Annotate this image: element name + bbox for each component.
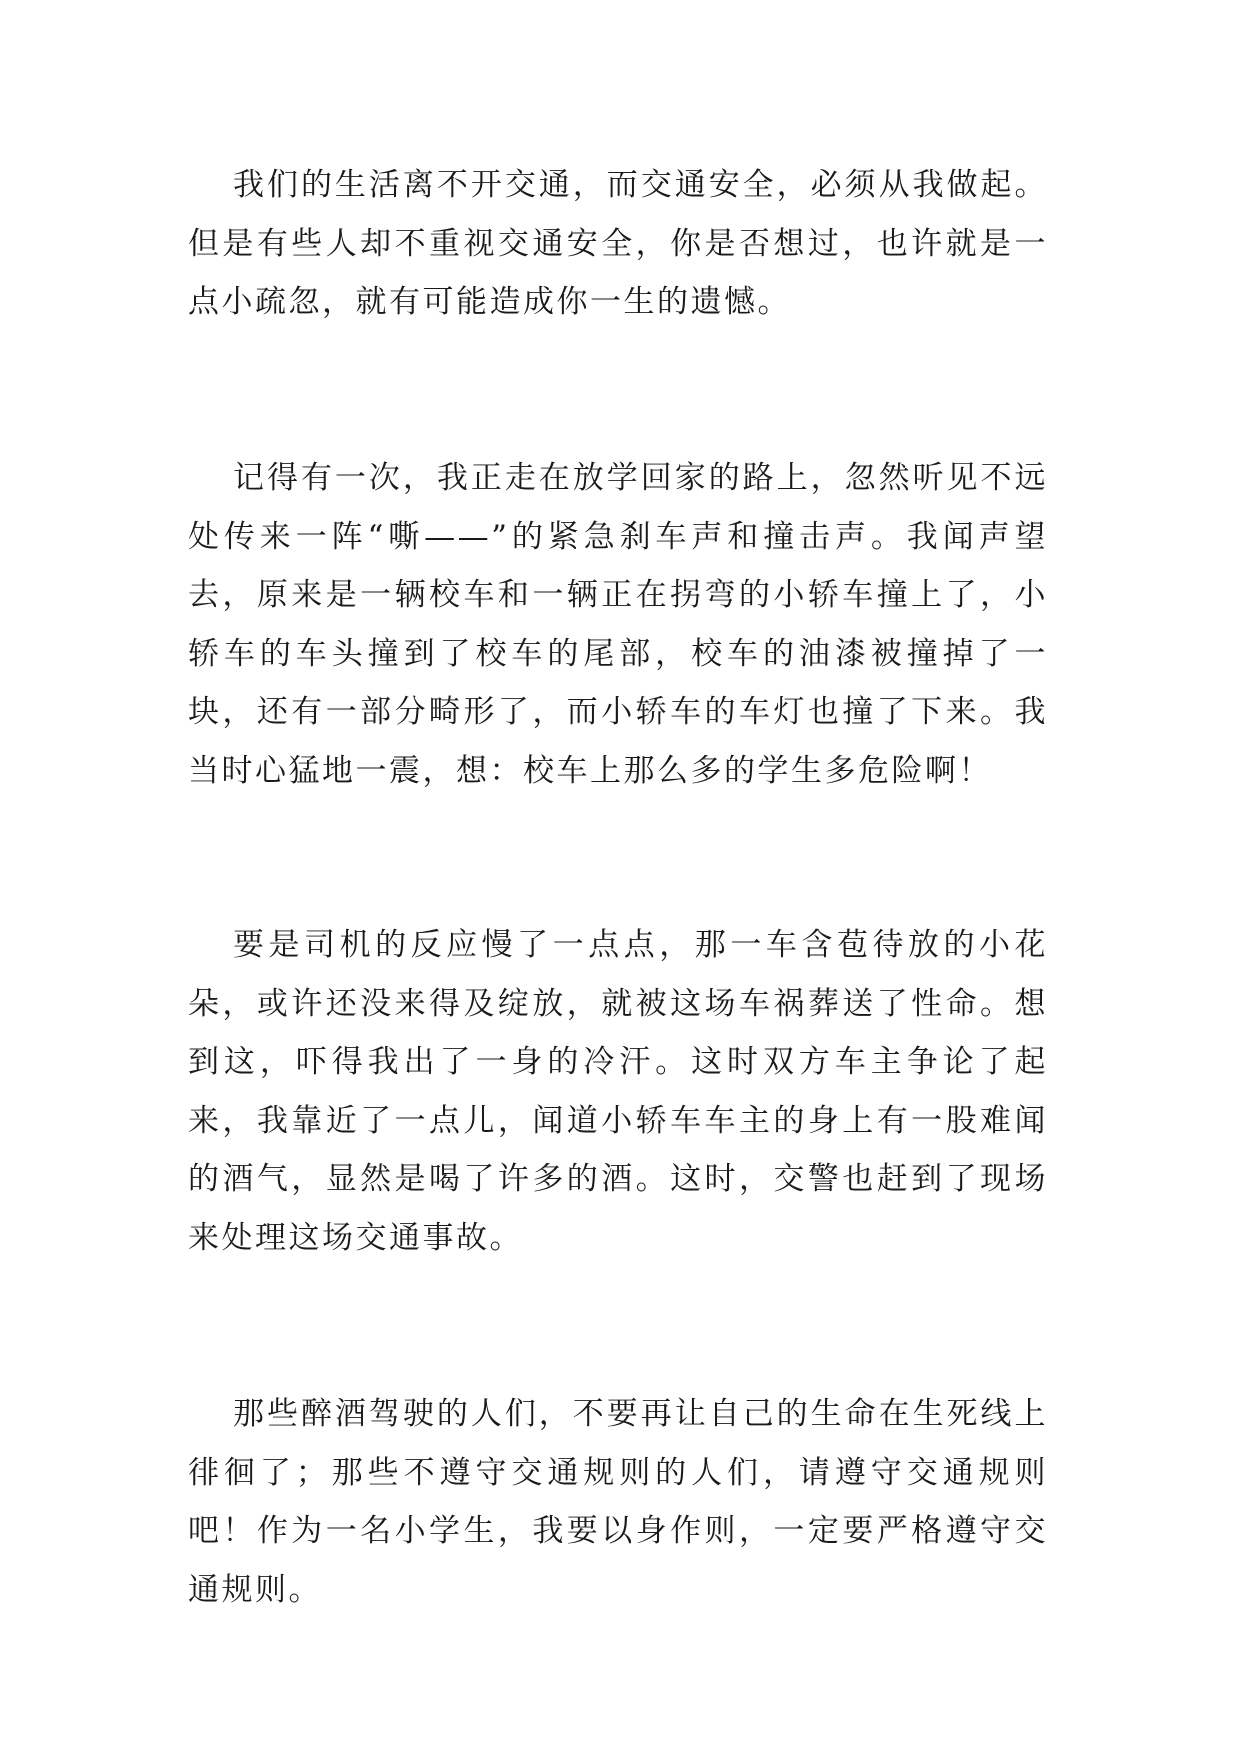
paragraph-intro: 我们的生活离不开交通，而交通安全，必须从我做起。但是有些人却不重视交通安全，你是否想过，也许就是一点小疏忽，就有可能造成你一生的遗憾。 xyxy=(188,167,1048,320)
paragraph-conclusion: 那些醉酒驾驶的人们，不要再让自己的生命在生死线上徘徊了；那些不遵守交通规则的人们，请遵守交通规则吧！作为一名小学生，我要以身作则，一定要严格遵守交通规则。 xyxy=(188,1396,1048,1608)
paragraph-reflection: 要是司机的反应慢了一点点，那一车含苞待放的小花朵，或许还没来得及绽放，就被这场车祸葬送了性命。想到这，吓得我出了一身的冷汗。这时双方车主争论了起来，我靠近了一点儿，闻道小轿车车主的身上有一股难闻的酒气，显然是喝了许多的酒。这时，交警也赶到了现场来处理这场交通事故。 xyxy=(188,927,1048,1256)
paragraph-accident: 记得有一次，我正走在放学回家的路上，忽然听见不远处传来一阵“嘶——”的紧急刹车声和撞击声。我闻声望去，原来是一辆校车和一辆正在拐弯的小轿车撞上了，小轿车的车头撞到了校车的尾部，校车的油漆被撞掉了一块，还有一部分畸形了，而小轿车的车灯也撞了下来。我当时心猛地一震，想：校车上那么多的学生多危险啊！ xyxy=(188,460,1048,789)
